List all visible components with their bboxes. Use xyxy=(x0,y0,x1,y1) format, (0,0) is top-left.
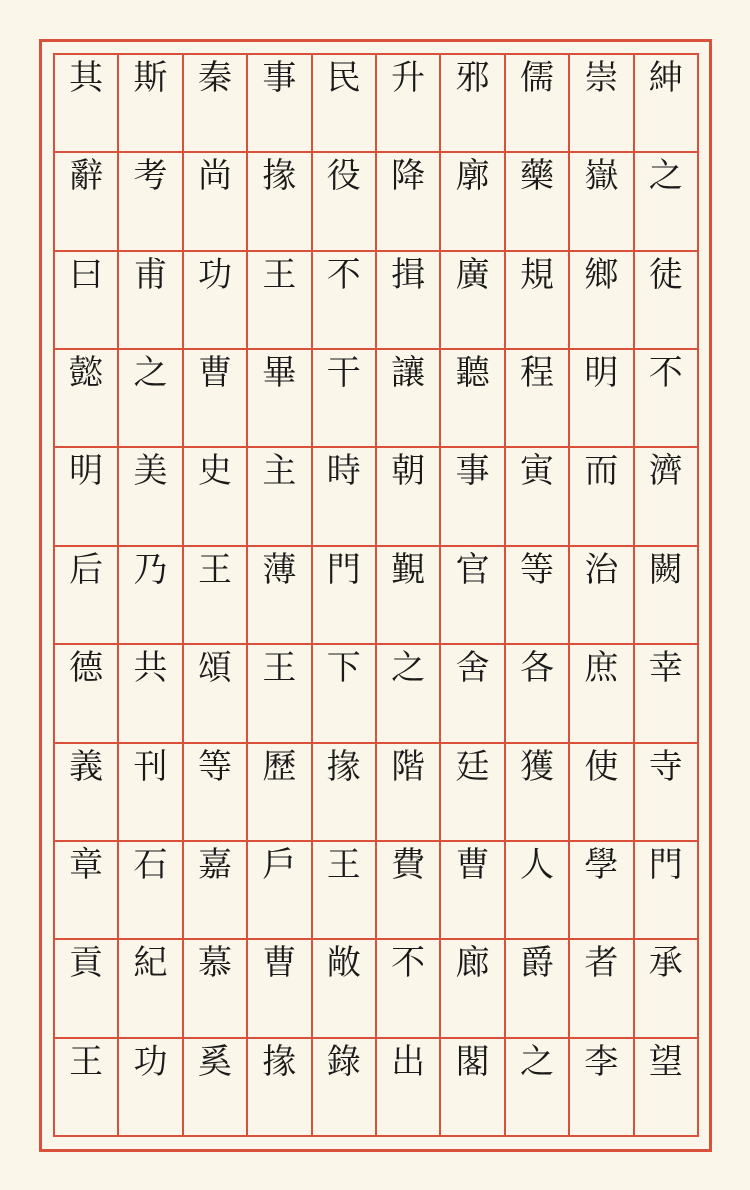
character-cell: 不 xyxy=(313,250,375,348)
character-cell: 歷 xyxy=(248,742,310,840)
character-cell: 紳 xyxy=(648,58,683,98)
character-cell: 義 xyxy=(55,742,117,840)
character-cell: 時 xyxy=(313,446,375,544)
character-cell: 曹 xyxy=(441,840,503,938)
character-cell: 甫 xyxy=(119,250,181,348)
character-cell: 紀 xyxy=(119,938,181,1036)
character-cell: 各 xyxy=(506,643,568,741)
character-cell: 乃 xyxy=(119,545,181,643)
character-cell: 曹 xyxy=(248,938,310,1036)
character-cell: 之 xyxy=(635,151,697,249)
character-cell: 石 xyxy=(119,840,181,938)
character-cell: 曰 xyxy=(55,250,117,348)
character-cell: 降 xyxy=(377,151,439,249)
character-cell: 事 xyxy=(262,58,297,98)
character-cell: 役 xyxy=(313,151,375,249)
character-cell: 治 xyxy=(570,545,632,643)
character-cell: 門 xyxy=(635,840,697,938)
character-cell: 王 xyxy=(184,545,246,643)
character-cell: 共 xyxy=(119,643,181,741)
character-cell: 后 xyxy=(55,545,117,643)
character-cell: 王 xyxy=(55,1037,117,1135)
character-cell: 掾 xyxy=(313,742,375,840)
character-cell: 徒 xyxy=(635,250,697,348)
character-cell: 門 xyxy=(313,545,375,643)
character-cell: 王 xyxy=(313,840,375,938)
character-cell: 尚 xyxy=(184,151,246,249)
character-cell: 幸 xyxy=(635,643,697,741)
character-cell: 寺 xyxy=(635,742,697,840)
character-cell: 覲 xyxy=(377,545,439,643)
character-cell: 閣 xyxy=(441,1037,503,1135)
character-cell: 之 xyxy=(119,348,181,446)
grid-column-1 xyxy=(633,55,697,1135)
grid-column-3 xyxy=(504,55,568,1135)
character-cell: 功 xyxy=(119,1037,181,1135)
character-cell: 使 xyxy=(570,742,632,840)
grid-column-2 xyxy=(568,55,632,1135)
grid-column-4 xyxy=(439,55,503,1135)
character-cell: 崇 xyxy=(584,58,619,98)
character-cell: 下 xyxy=(313,643,375,741)
character-cell: 出 xyxy=(377,1037,439,1135)
character-cell: 干 xyxy=(313,348,375,446)
character-cell: 史 xyxy=(184,446,246,544)
character-cell: 嘉 xyxy=(184,840,246,938)
character-cell: 功 xyxy=(184,250,246,348)
character-cell: 錄 xyxy=(313,1037,375,1135)
character-cell: 費 xyxy=(377,840,439,938)
character-cell: 慕 xyxy=(184,938,246,1036)
character-cell: 廓 xyxy=(441,151,503,249)
character-cell: 邪 xyxy=(455,58,490,98)
grid-column-8 xyxy=(182,55,246,1135)
character-cell: 儒 xyxy=(519,58,554,98)
character-cell: 等 xyxy=(506,545,568,643)
character-cell: 濟 xyxy=(635,446,697,544)
character-cell: 朝 xyxy=(377,446,439,544)
calligraphy-grid xyxy=(53,53,699,1137)
character-cell: 承 xyxy=(635,938,697,1036)
character-cell: 民 xyxy=(326,58,361,98)
grid-column-6 xyxy=(311,55,375,1135)
character-cell: 庶 xyxy=(570,643,632,741)
character-cell: 望 xyxy=(635,1037,697,1135)
character-cell: 辭 xyxy=(55,151,117,249)
character-cell: 明 xyxy=(55,446,117,544)
character-cell: 闕 xyxy=(635,545,697,643)
character-cell: 秦 xyxy=(197,58,232,98)
character-cell: 章 xyxy=(55,840,117,938)
character-cell: 等 xyxy=(184,742,246,840)
character-cell: 舍 xyxy=(441,643,503,741)
character-cell: 戶 xyxy=(248,840,310,938)
character-cell: 之 xyxy=(377,643,439,741)
character-cell: 薄 xyxy=(248,545,310,643)
character-cell: 讓 xyxy=(377,348,439,446)
character-cell: 美 xyxy=(119,446,181,544)
character-cell: 斯 xyxy=(133,58,168,98)
character-cell: 藥 xyxy=(506,151,568,249)
grid-column-5 xyxy=(375,55,439,1135)
grid-column-10 xyxy=(55,55,117,1135)
character-cell: 寅 xyxy=(506,446,568,544)
character-cell: 揖 xyxy=(377,250,439,348)
character-cell: 者 xyxy=(570,938,632,1036)
character-cell: 考 xyxy=(119,151,181,249)
character-cell: 規 xyxy=(506,250,568,348)
character-cell: 敞 xyxy=(313,938,375,1036)
character-cell: 之 xyxy=(506,1037,568,1135)
character-cell: 官 xyxy=(441,545,503,643)
character-cell: 廣 xyxy=(441,250,503,348)
character-cell: 升 xyxy=(391,58,426,98)
character-cell: 爵 xyxy=(506,938,568,1036)
character-cell: 貢 xyxy=(55,938,117,1036)
character-cell: 聽 xyxy=(441,348,503,446)
character-cell: 畢 xyxy=(248,348,310,446)
character-cell: 刊 xyxy=(119,742,181,840)
character-cell: 王 xyxy=(248,250,310,348)
character-cell: 曹 xyxy=(184,348,246,446)
character-cell: 明 xyxy=(570,348,632,446)
character-cell: 獲 xyxy=(506,742,568,840)
character-cell: 掾 xyxy=(248,151,310,249)
character-cell: 事 xyxy=(441,446,503,544)
character-cell: 頌 xyxy=(184,643,246,741)
character-cell: 李 xyxy=(570,1037,632,1135)
grid-column-7 xyxy=(246,55,310,1135)
character-cell: 廊 xyxy=(441,938,503,1036)
character-cell: 不 xyxy=(377,938,439,1036)
character-cell: 不 xyxy=(635,348,697,446)
character-cell: 階 xyxy=(377,742,439,840)
character-cell: 德 xyxy=(55,643,117,741)
character-cell: 人 xyxy=(506,840,568,938)
character-cell: 其 xyxy=(69,58,104,98)
character-cell: 奚 xyxy=(184,1037,246,1135)
character-cell: 懿 xyxy=(55,348,117,446)
character-cell: 程 xyxy=(506,348,568,446)
character-cell: 鄉 xyxy=(570,250,632,348)
character-cell: 王 xyxy=(248,643,310,741)
character-cell: 嶽 xyxy=(570,151,632,249)
character-cell: 廷 xyxy=(441,742,503,840)
grid-column-9 xyxy=(117,55,181,1135)
character-cell: 主 xyxy=(248,446,310,544)
character-cell: 學 xyxy=(570,840,632,938)
character-cell: 而 xyxy=(570,446,632,544)
character-cell: 掾 xyxy=(248,1037,310,1135)
